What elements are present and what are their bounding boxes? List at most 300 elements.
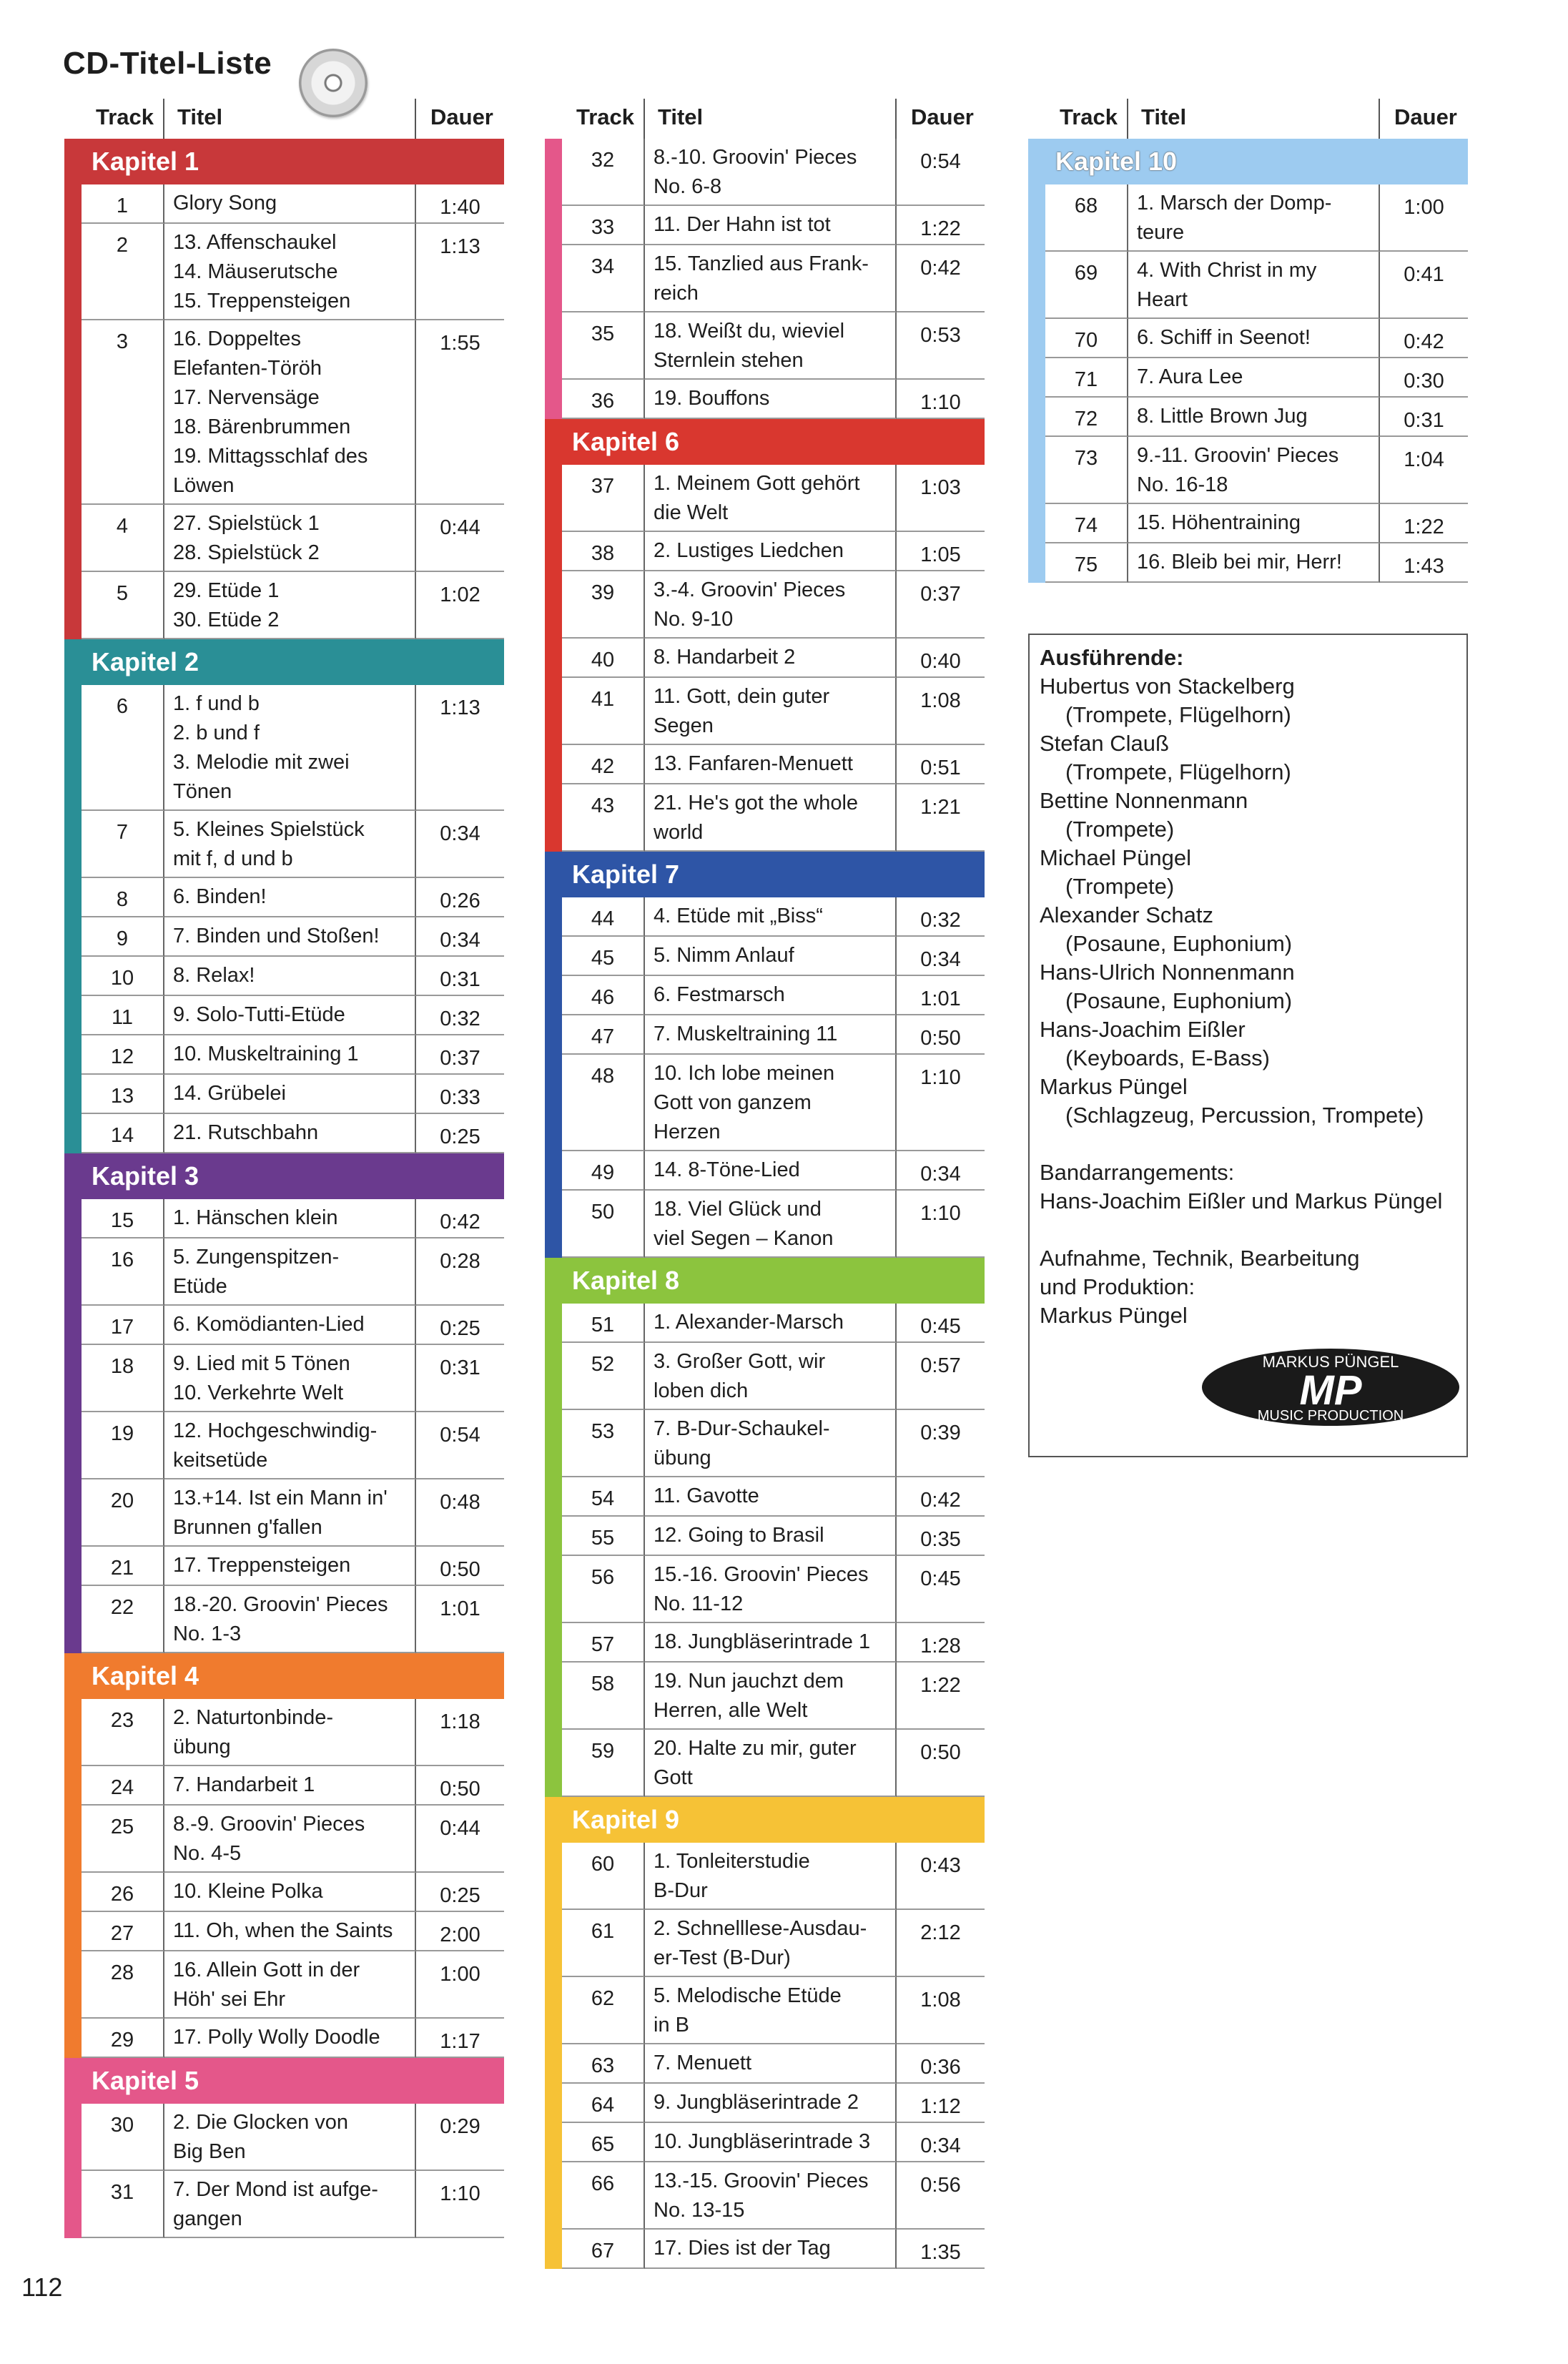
- page-number: 112: [21, 2272, 63, 2302]
- track-number: 52: [562, 1343, 645, 1410]
- track-duration: 0:50: [416, 1547, 504, 1586]
- track-number: 37: [562, 465, 645, 532]
- track-row: [1045, 504, 1468, 543]
- track-duration: 0:42: [1380, 319, 1468, 358]
- track-column-1: [64, 99, 504, 2238]
- track-number: 30: [82, 2104, 164, 2171]
- track-number: 28: [82, 1951, 164, 2019]
- track-title: 7. Binden und Stoßen!: [164, 917, 416, 957]
- chapter-section: [64, 139, 504, 639]
- track-title: 11. Gavotte: [645, 1477, 897, 1517]
- track-row: [562, 784, 985, 852]
- header-divider: [895, 99, 897, 139]
- chapter-color-bar: [1028, 184, 1045, 583]
- track-number: 50: [562, 1191, 645, 1258]
- track-row: [562, 1477, 985, 1517]
- track-number: 75: [1045, 543, 1128, 583]
- chapter-tracks: [545, 1304, 985, 1797]
- track-row: [562, 1343, 985, 1410]
- track-number: 60: [562, 1843, 645, 1910]
- track-title: 6. Schiff in Seenot!: [1128, 319, 1380, 358]
- track-row: [82, 1412, 504, 1479]
- track-row: [562, 2123, 985, 2162]
- track-number: 55: [562, 1517, 645, 1556]
- logo-mp-text: MP: [1299, 1367, 1362, 1414]
- track-title: 17. Treppensteigen: [164, 1547, 416, 1586]
- track-title: 6. Komödianten-Lied: [164, 1306, 416, 1345]
- performer-name: Michael Püngel: [1040, 845, 1191, 870]
- track-duration: 0:42: [897, 1477, 985, 1517]
- track-title: 8. Handarbeit 2: [645, 639, 897, 678]
- header-divider: [415, 99, 416, 139]
- track-title: 4. With Christ in my Heart: [1128, 252, 1380, 319]
- track-title: 7. Aura Lee: [1128, 358, 1380, 398]
- track-duration: 0:34: [897, 1151, 985, 1191]
- chapter-color-bar: [64, 685, 82, 1153]
- track-number: 70: [1045, 319, 1128, 358]
- track-row: [1045, 543, 1468, 583]
- track-row: [562, 380, 985, 419]
- track-number: 25: [82, 1806, 164, 1873]
- header-title: Titel: [658, 104, 704, 129]
- track-duration: 1:17: [416, 2019, 504, 2058]
- track-number: 38: [562, 532, 645, 571]
- track-duration: 0:43: [897, 1843, 985, 1910]
- chapter-tracks: [64, 1199, 504, 1653]
- track-row: [82, 1199, 504, 1238]
- track-title: 7. Muskeltraining 11: [645, 1015, 897, 1055]
- track-duration: 0:30: [1380, 358, 1468, 398]
- track-duration: 1:05: [897, 532, 985, 571]
- track-title: 8.-9. Groovin' Pieces No. 4-5: [164, 1806, 416, 1873]
- performer-role: (Trompete, Flügelhorn): [1065, 702, 1291, 727]
- band-value: Hans-Joachim Eißler und Markus Püngel: [1040, 1188, 1443, 1213]
- track-row: [82, 184, 504, 224]
- track-number: 48: [562, 1055, 645, 1151]
- track-row: [562, 2162, 985, 2230]
- track-title: 13. Fanfaren-Menuett: [645, 745, 897, 784]
- track-title: 1. Tonleiterstudie B-Dur: [645, 1843, 897, 1910]
- track-duration: 1:22: [1380, 504, 1468, 543]
- track-number: 63: [562, 2044, 645, 2084]
- performer-role: (Trompete): [1065, 874, 1175, 899]
- track-row: [562, 571, 985, 639]
- track-duration: 0:26: [416, 878, 504, 917]
- track-duration: 0:42: [897, 245, 985, 312]
- track-number: 3: [82, 320, 164, 505]
- track-duration: 0:50: [897, 1015, 985, 1055]
- chapter-tracks: [545, 139, 985, 419]
- track-duration: 1:35: [897, 2230, 985, 2269]
- track-duration: 2:12: [897, 1910, 985, 1977]
- track-title: 1. Marsch der Domp- teure: [1128, 184, 1380, 252]
- track-number: 47: [562, 1015, 645, 1055]
- track-number: 23: [82, 1699, 164, 1766]
- track-duration: 0:31: [1380, 398, 1468, 437]
- header-dauer: Dauer: [430, 104, 493, 129]
- track-row: [562, 1055, 985, 1151]
- track-title: 18. Weißt du, wieviel Sternlein stehen: [645, 312, 897, 380]
- chapter-section: [64, 639, 504, 1153]
- track-title: 17. Polly Wolly Doodle: [164, 2019, 416, 2058]
- track-number: 7: [82, 811, 164, 878]
- track-number: 15: [82, 1199, 164, 1238]
- performers-box: [1028, 634, 1468, 1457]
- header-divider: [163, 99, 164, 139]
- track-title: 14. 8-Töne-Lied: [645, 1151, 897, 1191]
- track-duration: 0:53: [897, 312, 985, 380]
- track-row: [562, 1663, 985, 1730]
- chapter-tracks: [1028, 184, 1468, 583]
- track-row: [562, 1910, 985, 1977]
- track-title: 8. Relax!: [164, 957, 416, 996]
- logo-top-text: MARKUS PÜNGEL: [1262, 1353, 1399, 1371]
- track-duration: 0:34: [897, 2123, 985, 2162]
- track-title: 13.+14. Ist ein Mann in' Brunnen g'fallen: [164, 1479, 416, 1547]
- track-row: [82, 1951, 504, 2019]
- track-column-3: [1028, 99, 1468, 583]
- chapter-color-bar: [545, 1304, 562, 1797]
- chapter-tracks: [64, 1699, 504, 2058]
- track-title: 5. Zungenspitzen- Etüde: [164, 1238, 416, 1306]
- track-title: 7. Der Mond ist aufge- gangen: [164, 2171, 416, 2238]
- track-duration: 1:13: [416, 685, 504, 811]
- track-title: 11. Gott, dein guter Segen: [645, 678, 897, 745]
- track-title: 5. Nimm Anlauf: [645, 937, 897, 976]
- track-number: 24: [82, 1766, 164, 1806]
- track-duration: 0:33: [416, 1075, 504, 1114]
- track-row: [1045, 319, 1468, 358]
- track-number: 21: [82, 1547, 164, 1586]
- track-number: 68: [1045, 184, 1128, 252]
- track-number: 53: [562, 1410, 645, 1477]
- track-number: 14: [82, 1114, 164, 1153]
- chapter-section: [545, 1797, 985, 2269]
- track-title: 3.-4. Groovin' Pieces No. 9-10: [645, 571, 897, 639]
- track-title: 21. Rutschbahn: [164, 1114, 416, 1153]
- track-duration: 1:22: [897, 1663, 985, 1730]
- track-row: [562, 2230, 985, 2269]
- track-number: 49: [562, 1151, 645, 1191]
- chapter-color-bar: [64, 2104, 82, 2238]
- track-row: [562, 2084, 985, 2123]
- track-duration: 0:48: [416, 1479, 504, 1547]
- chapter-header: Kapitel 8: [545, 1258, 985, 1304]
- chapter-section: [64, 2058, 504, 2238]
- performer-role: (Posaune, Euphonium): [1065, 988, 1293, 1013]
- track-row: [82, 1806, 504, 1873]
- track-number: 51: [562, 1304, 645, 1343]
- track-title: 3. Großer Gott, wir loben dich: [645, 1343, 897, 1410]
- performer-role: (Posaune, Euphonium): [1065, 931, 1293, 956]
- header-dauer: Dauer: [1394, 104, 1457, 129]
- track-duration: 0:32: [897, 897, 985, 937]
- track-title: 2. Lustiges Liedchen: [645, 532, 897, 571]
- track-row: [82, 2019, 504, 2058]
- track-row: [562, 1843, 985, 1910]
- track-number: 18: [82, 1345, 164, 1412]
- chapter-color-bar: [545, 897, 562, 1258]
- chapter-header: Kapitel 5: [64, 2058, 504, 2104]
- chapter-section: [545, 419, 985, 852]
- header-track: Track: [576, 104, 635, 129]
- track-row: [562, 1623, 985, 1663]
- track-title: 13.-15. Groovin' Pieces No. 13-15: [645, 2162, 897, 2230]
- performer-name: Markus Püngel: [1040, 1074, 1188, 1099]
- track-number: 19: [82, 1412, 164, 1479]
- chapter-header: Kapitel 10: [1028, 139, 1468, 184]
- chapter-color-bar: [64, 1199, 82, 1653]
- track-row: [562, 1151, 985, 1191]
- track-row: [1045, 358, 1468, 398]
- track-title: 15. Höhentraining: [1128, 504, 1380, 543]
- band-label: Bandarrangements:: [1040, 1160, 1235, 1185]
- chapter-header: Kapitel 7: [545, 852, 985, 897]
- header-title: Titel: [1141, 104, 1187, 129]
- chapter-color-bar: [545, 1843, 562, 2269]
- chapter-header: Kapitel 1: [64, 139, 504, 184]
- track-duration: 1:04: [1380, 437, 1468, 504]
- track-duration: 1:43: [1380, 543, 1468, 583]
- track-row: [82, 1075, 504, 1114]
- track-duration: 0:50: [897, 1730, 985, 1797]
- track-title: 5. Kleines Spielstück mit f, d und b: [164, 811, 416, 878]
- track-row: [562, 1191, 985, 1258]
- track-duration: 2:00: [416, 1912, 504, 1951]
- logo-bottom-text: MUSIC PRODUCTION: [1257, 1408, 1404, 1424]
- track-row: [82, 1586, 504, 1653]
- performer-name: Stefan Clauß: [1040, 731, 1169, 756]
- track-number: 11: [82, 996, 164, 1035]
- track-duration: 0:28: [416, 1238, 504, 1306]
- track-title: 19. Nun jauchzt dem Herren, alle Welt: [645, 1663, 897, 1730]
- header-dauer: Dauer: [911, 104, 974, 129]
- track-row: [82, 2104, 504, 2171]
- track-title: 10. Muskeltraining 1: [164, 1035, 416, 1075]
- track-number: 62: [562, 1977, 645, 2044]
- track-duration: 0:31: [416, 1345, 504, 1412]
- track-number: 56: [562, 1556, 645, 1623]
- track-title: 11. Oh, when the Saints: [164, 1912, 416, 1951]
- chapter-header: Kapitel 3: [64, 1153, 504, 1199]
- track-number: 73: [1045, 437, 1128, 504]
- track-row: [562, 976, 985, 1015]
- track-row: [1045, 184, 1468, 252]
- track-title: 6. Binden!: [164, 878, 416, 917]
- track-duration: 1:01: [416, 1586, 504, 1653]
- performers-list: [1040, 672, 1466, 1130]
- track-number: 13: [82, 1075, 164, 1114]
- track-row: [82, 1699, 504, 1766]
- track-row: [562, 465, 985, 532]
- track-row: [82, 224, 504, 320]
- track-row: [1045, 398, 1468, 437]
- track-duration: 1:28: [897, 1623, 985, 1663]
- track-title: 21. He's got the whole world: [645, 784, 897, 852]
- track-duration: 0:50: [416, 1766, 504, 1806]
- track-number: 32: [562, 139, 645, 206]
- track-row: [562, 312, 985, 380]
- chapter-header: Kapitel 6: [545, 419, 985, 465]
- chapter-section: [545, 1258, 985, 1797]
- header-title: Titel: [177, 104, 223, 129]
- track-title: 10. Ich lobe meinen Gott von ganzem Herzen: [645, 1055, 897, 1151]
- track-duration: 0:34: [416, 811, 504, 878]
- track-row: [82, 1114, 504, 1153]
- track-number: 9: [82, 917, 164, 957]
- performer-role: (Schlagzeug, Percussion, Trompete): [1065, 1103, 1424, 1128]
- track-duration: 0:25: [416, 1114, 504, 1153]
- track-row: [562, 937, 985, 976]
- track-row: [82, 1035, 504, 1075]
- track-number: 29: [82, 2019, 164, 2058]
- chapter-tracks: [64, 685, 504, 1153]
- track-row: [82, 2171, 504, 2238]
- track-row: [562, 1977, 985, 2044]
- track-number: 45: [562, 937, 645, 976]
- track-duration: 0:41: [1380, 252, 1468, 319]
- track-row: [1045, 437, 1468, 504]
- track-duration: 0:51: [897, 745, 985, 784]
- track-number: 4: [82, 505, 164, 572]
- track-row: [82, 1547, 504, 1586]
- track-duration: 0:37: [416, 1035, 504, 1075]
- track-number: 43: [562, 784, 645, 852]
- track-number: 67: [562, 2230, 645, 2269]
- track-row: [82, 1912, 504, 1951]
- track-duration: 1:00: [1380, 184, 1468, 252]
- track-duration: 0:45: [897, 1556, 985, 1623]
- track-number: 34: [562, 245, 645, 312]
- track-number: 74: [1045, 504, 1128, 543]
- track-number: 57: [562, 1623, 645, 1663]
- track-title: 10. Jungbläserintrade 3: [645, 2123, 897, 2162]
- track-row: [562, 639, 985, 678]
- header-track: Track: [96, 104, 154, 129]
- track-row: [562, 1410, 985, 1477]
- track-duration: 0:44: [416, 505, 504, 572]
- track-row: [562, 139, 985, 206]
- performer-role: (Keyboards, E-Bass): [1065, 1045, 1270, 1070]
- track-title: 20. Halte zu mir, guter Gott: [645, 1730, 897, 1797]
- track-number: 42: [562, 745, 645, 784]
- track-duration: 0:40: [897, 639, 985, 678]
- track-title: 7. B-Dur-Schaukel- übung: [645, 1410, 897, 1477]
- chapter-tracks: [545, 1843, 985, 2269]
- track-duration: 0:56: [897, 2162, 985, 2230]
- track-title: 12. Hochgeschwindig- keitsetüde: [164, 1412, 416, 1479]
- track-title: 1. f und b 2. b und f 3. Melodie mit zwei Tönen: [164, 685, 416, 811]
- performer-name: Bettine Nonnenmann: [1040, 788, 1248, 813]
- track-row: [562, 1556, 985, 1623]
- track-title: 1. Alexander-Marsch: [645, 1304, 897, 1343]
- track-title: Glory Song: [164, 184, 416, 224]
- track-number: 59: [562, 1730, 645, 1797]
- track-title: 9. Jungbläserintrade 2: [645, 2084, 897, 2123]
- track-duration: 1:40: [416, 184, 504, 224]
- track-title: 29. Etüde 1 30. Etüde 2: [164, 572, 416, 639]
- track-duration: 0:31: [416, 957, 504, 996]
- track-number: 36: [562, 380, 645, 419]
- track-row: [82, 878, 504, 917]
- track-row: [562, 678, 985, 745]
- track-number: 66: [562, 2162, 645, 2230]
- column-header: [1028, 99, 1468, 139]
- chapter-header: Kapitel 4: [64, 1653, 504, 1699]
- performer-name: Hans-Ulrich Nonnenmann: [1040, 960, 1295, 985]
- track-title: 18.-20. Groovin' Pieces No. 1-3: [164, 1586, 416, 1653]
- track-title: 15.-16. Groovin' Pieces No. 11-12: [645, 1556, 897, 1623]
- track-duration: 0:34: [897, 937, 985, 976]
- track-row: [82, 917, 504, 957]
- track-number: 6: [82, 685, 164, 811]
- track-duration: 0:54: [897, 139, 985, 206]
- track-duration: 0:37: [897, 571, 985, 639]
- track-row: [1045, 252, 1468, 319]
- header-divider: [644, 99, 645, 139]
- track-number: 27: [82, 1912, 164, 1951]
- track-number: 54: [562, 1477, 645, 1517]
- track-duration: 0:42: [416, 1199, 504, 1238]
- track-row: [82, 505, 504, 572]
- production-label-2: und Produktion:: [1040, 1274, 1195, 1299]
- track-duration: 0:34: [416, 917, 504, 957]
- track-title: 1. Hänschen klein: [164, 1199, 416, 1238]
- track-duration: 1:55: [416, 320, 504, 505]
- track-number: 2: [82, 224, 164, 320]
- track-title: 13. Affenschaukel 14. Mäuserutsche 15. Treppensteigen: [164, 224, 416, 320]
- track-title: 16. Allein Gott in der Höh' sei Ehr: [164, 1951, 416, 2019]
- track-duration: 0:25: [416, 1873, 504, 1912]
- chapter-header: Kapitel 2: [64, 639, 504, 685]
- track-title: 1. Meinem Gott gehört die Welt: [645, 465, 897, 532]
- production-value: Markus Püngel: [1040, 1303, 1188, 1328]
- track-number: 33: [562, 206, 645, 245]
- track-row: [562, 897, 985, 937]
- track-number: 8: [82, 878, 164, 917]
- track-row: [82, 1873, 504, 1912]
- track-number: 10: [82, 957, 164, 996]
- track-row: [82, 320, 504, 505]
- track-duration: 1:18: [416, 1699, 504, 1766]
- chapter-section: [545, 852, 985, 1258]
- track-duration: 1:08: [897, 1977, 985, 2044]
- track-title: 6. Festmarsch: [645, 976, 897, 1015]
- track-number: 61: [562, 1910, 645, 1977]
- header-divider: [1379, 99, 1380, 139]
- track-number: 58: [562, 1663, 645, 1730]
- track-duration: 1:08: [897, 678, 985, 745]
- track-duration: 0:54: [416, 1412, 504, 1479]
- track-duration: 1:12: [897, 2084, 985, 2123]
- track-duration: 1:10: [897, 1055, 985, 1151]
- track-row: [82, 1238, 504, 1306]
- track-number: 40: [562, 639, 645, 678]
- track-duration: 0:35: [897, 1517, 985, 1556]
- track-title: 9. Lied mit 5 Tönen 10. Verkehrte Welt: [164, 1345, 416, 1412]
- track-duration: 1:10: [897, 380, 985, 419]
- track-duration: 0:29: [416, 2104, 504, 2171]
- track-row: [562, 206, 985, 245]
- column-header: [545, 99, 985, 139]
- performer-name: Alexander Schatz: [1040, 902, 1213, 927]
- track-number: 5: [82, 572, 164, 639]
- track-row: [82, 811, 504, 878]
- header-divider: [1127, 99, 1128, 139]
- track-row: [82, 957, 504, 996]
- track-number: 22: [82, 1586, 164, 1653]
- chapter-color-bar: [64, 184, 82, 639]
